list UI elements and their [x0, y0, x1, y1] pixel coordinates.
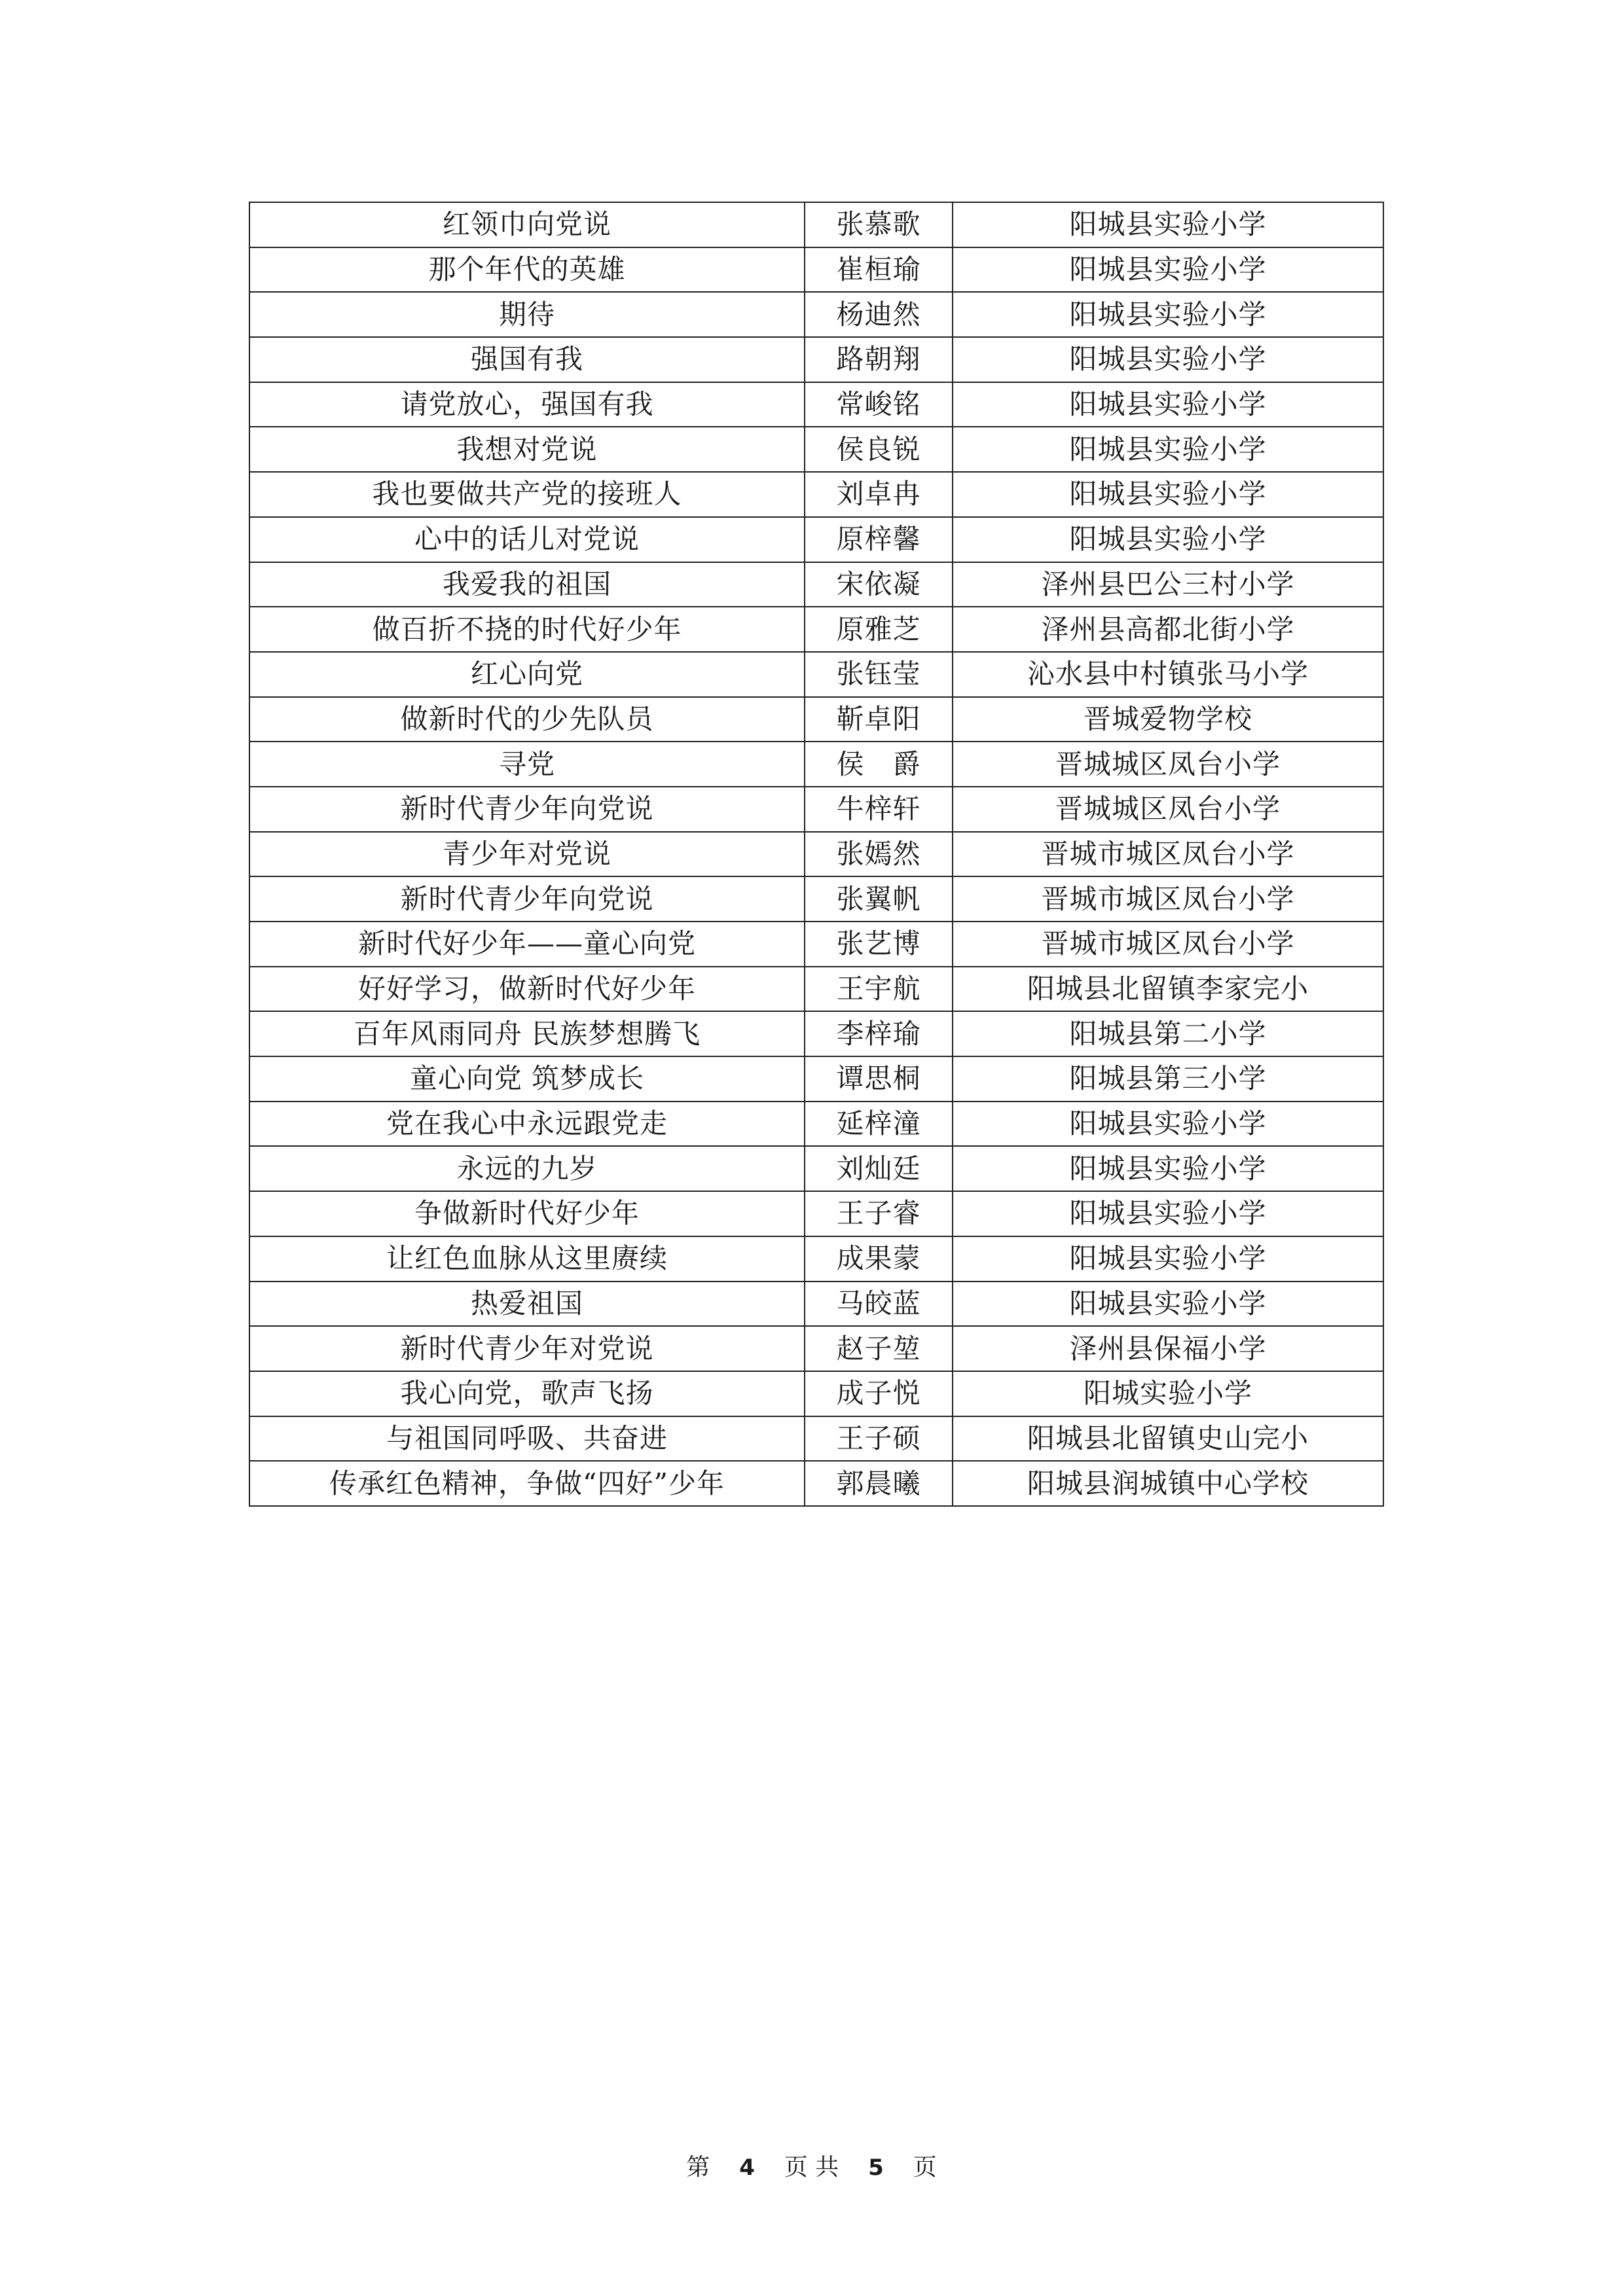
school-name-cell: 沁水县中村镇张马小学: [953, 652, 1383, 697]
school-name-cell: 泽州县巴公三村小学: [953, 562, 1383, 607]
work-title-cell: 寻党: [249, 742, 805, 787]
school-name-cell: 阳城县实验小学: [953, 337, 1383, 382]
school-name-cell: 阳城县第三小学: [953, 1056, 1383, 1102]
work-title-cell: 青少年对党说: [249, 832, 805, 877]
table-row: [249, 697, 1383, 742]
student-name-cell: 王宇航: [805, 967, 953, 1012]
table-row: [249, 1102, 1383, 1147]
student-name-cell: 侯 爵: [805, 742, 953, 787]
student-name-cell: 刘卓冉: [805, 472, 953, 517]
work-title-cell: 新时代好少年——童心向党: [249, 922, 805, 967]
award-table: [249, 202, 1384, 1507]
school-name-cell: 晋城爱物学校: [953, 697, 1383, 742]
student-name-cell: 张艺博: [805, 922, 953, 967]
student-name-cell: 崔桓瑜: [805, 247, 953, 293]
student-name-cell: 常峻铭: [805, 382, 953, 427]
table-row: [249, 427, 1383, 472]
school-name-cell: 阳城县润城镇中心学校: [953, 1461, 1383, 1506]
student-name-cell: 原雅芝: [805, 607, 953, 652]
work-title-cell: 请党放心，强国有我: [249, 382, 805, 427]
table-row: [249, 292, 1383, 337]
work-title-cell: 传承红色精神，争做“四好”少年: [249, 1461, 805, 1506]
table-row: [249, 1461, 1383, 1506]
table-row: [249, 922, 1383, 967]
school-name-cell: 阳城县实验小学: [953, 1146, 1383, 1191]
table-row: [249, 202, 1383, 247]
work-title-cell: 期待: [249, 292, 805, 337]
work-title-cell: 我爱我的祖国: [249, 562, 805, 607]
school-name-cell: 晋城市城区凤台小学: [953, 922, 1383, 967]
work-title-cell: 红心向党: [249, 652, 805, 697]
school-name-cell: 阳城县实验小学: [953, 382, 1383, 427]
current-page-number: 4: [739, 2155, 755, 2181]
table-row: [249, 1326, 1383, 1371]
school-name-cell: 阳城县实验小学: [953, 292, 1383, 337]
footer-middle: 页 共: [784, 2154, 839, 2181]
student-name-cell: 杨迪然: [805, 292, 953, 337]
work-title-cell: 强国有我: [249, 337, 805, 382]
school-name-cell: 晋城市城区凤台小学: [953, 876, 1383, 922]
table-row: [249, 607, 1383, 652]
student-name-cell: 马皎蓝: [805, 1282, 953, 1327]
table-row: [249, 967, 1383, 1012]
table-row: [249, 472, 1383, 517]
work-title-cell: 我心向党，歌声飞扬: [249, 1371, 805, 1416]
footer-prefix: 第: [686, 2154, 710, 2181]
work-title-cell: 红领巾向党说: [249, 202, 805, 247]
work-title-cell: 新时代青少年对党说: [249, 1326, 805, 1371]
school-name-cell: 阳城县北留镇李家完小: [953, 967, 1383, 1012]
student-name-cell: 张翼帆: [805, 876, 953, 922]
table-row: [249, 832, 1383, 877]
student-name-cell: 牛梓轩: [805, 787, 953, 832]
student-name-cell: 刘灿廷: [805, 1146, 953, 1191]
work-title-cell: 做新时代的少先队员: [249, 697, 805, 742]
table-row: [249, 382, 1383, 427]
student-name-cell: 成果蒙: [805, 1236, 953, 1282]
table-row: [249, 517, 1383, 562]
total-pages-number: 5: [868, 2155, 884, 2181]
school-name-cell: 阳城县实验小学: [953, 1191, 1383, 1236]
work-title-cell: 争做新时代好少年: [249, 1191, 805, 1236]
student-name-cell: 李梓瑜: [805, 1011, 953, 1056]
student-name-cell: 成子悦: [805, 1371, 953, 1416]
table-row: [249, 1236, 1383, 1282]
table-row: [249, 1056, 1383, 1102]
school-name-cell: 阳城县第二小学: [953, 1011, 1383, 1056]
school-name-cell: 阳城县实验小学: [953, 202, 1383, 247]
work-title-cell: 新时代青少年向党说: [249, 876, 805, 922]
table-row: [249, 1282, 1383, 1327]
table-row: [249, 337, 1383, 382]
student-name-cell: 靳卓阳: [805, 697, 953, 742]
work-title-cell: 党在我心中永远跟党走: [249, 1102, 805, 1147]
work-title-cell: 我也要做共产党的接班人: [249, 472, 805, 517]
school-name-cell: 阳城县实验小学: [953, 1102, 1383, 1147]
student-name-cell: 郭晨曦: [805, 1461, 953, 1506]
school-name-cell: 阳城县实验小学: [953, 427, 1383, 472]
student-name-cell: 张慕歌: [805, 202, 953, 247]
student-name-cell: 王子硕: [805, 1416, 953, 1462]
table-row: [249, 652, 1383, 697]
table-row: [249, 247, 1383, 293]
work-title-cell: 我想对党说: [249, 427, 805, 472]
page-footer: [0, 2149, 1623, 2182]
table-row: [249, 1191, 1383, 1236]
table-row: [249, 1416, 1383, 1462]
student-name-cell: 赵子堃: [805, 1326, 953, 1371]
school-name-cell: 阳城实验小学: [953, 1371, 1383, 1416]
table-row: [249, 787, 1383, 832]
student-name-cell: 宋依凝: [805, 562, 953, 607]
student-name-cell: 张嫣然: [805, 832, 953, 877]
student-name-cell: 王子睿: [805, 1191, 953, 1236]
table-row: [249, 1146, 1383, 1191]
student-name-cell: 谭思桐: [805, 1056, 953, 1102]
work-title-cell: 做百折不挠的时代好少年: [249, 607, 805, 652]
school-name-cell: 阳城县北留镇史山完小: [953, 1416, 1383, 1462]
work-title-cell: 永远的九岁: [249, 1146, 805, 1191]
school-name-cell: 晋城城区凤台小学: [953, 787, 1383, 832]
school-name-cell: 阳城县实验小学: [953, 472, 1383, 517]
footer-suffix: 页: [913, 2154, 937, 2181]
work-title-cell: 百年风雨同舟 民族梦想腾飞: [249, 1011, 805, 1056]
school-name-cell: 晋城城区凤台小学: [953, 742, 1383, 787]
student-name-cell: 路朝翔: [805, 337, 953, 382]
school-name-cell: 晋城市城区凤台小学: [953, 832, 1383, 877]
student-name-cell: 张钰莹: [805, 652, 953, 697]
table-row: [249, 876, 1383, 922]
award-table-body: [249, 202, 1383, 1506]
school-name-cell: 阳城县实验小学: [953, 247, 1383, 293]
student-name-cell: 延梓潼: [805, 1102, 953, 1147]
table-row: [249, 1371, 1383, 1416]
table-row: [249, 562, 1383, 607]
work-title-cell: 热爱祖国: [249, 1282, 805, 1327]
work-title-cell: 心中的话儿对党说: [249, 517, 805, 562]
school-name-cell: 泽州县高都北街小学: [953, 607, 1383, 652]
student-name-cell: 原梓馨: [805, 517, 953, 562]
work-title-cell: 与祖国同呼吸、共奋进: [249, 1416, 805, 1462]
school-name-cell: 阳城县实验小学: [953, 1282, 1383, 1327]
school-name-cell: 阳城县实验小学: [953, 1236, 1383, 1282]
work-title-cell: 好好学习，做新时代好少年: [249, 967, 805, 1012]
table-row: [249, 1011, 1383, 1056]
student-name-cell: 侯良锐: [805, 427, 953, 472]
school-name-cell: 阳城县实验小学: [953, 517, 1383, 562]
work-title-cell: 童心向党 筑梦成长: [249, 1056, 805, 1102]
work-title-cell: 让红色血脉从这里赓续: [249, 1236, 805, 1282]
table-row: [249, 742, 1383, 787]
work-title-cell: 那个年代的英雄: [249, 247, 805, 293]
work-title-cell: 新时代青少年向党说: [249, 787, 805, 832]
school-name-cell: 泽州县保福小学: [953, 1326, 1383, 1371]
